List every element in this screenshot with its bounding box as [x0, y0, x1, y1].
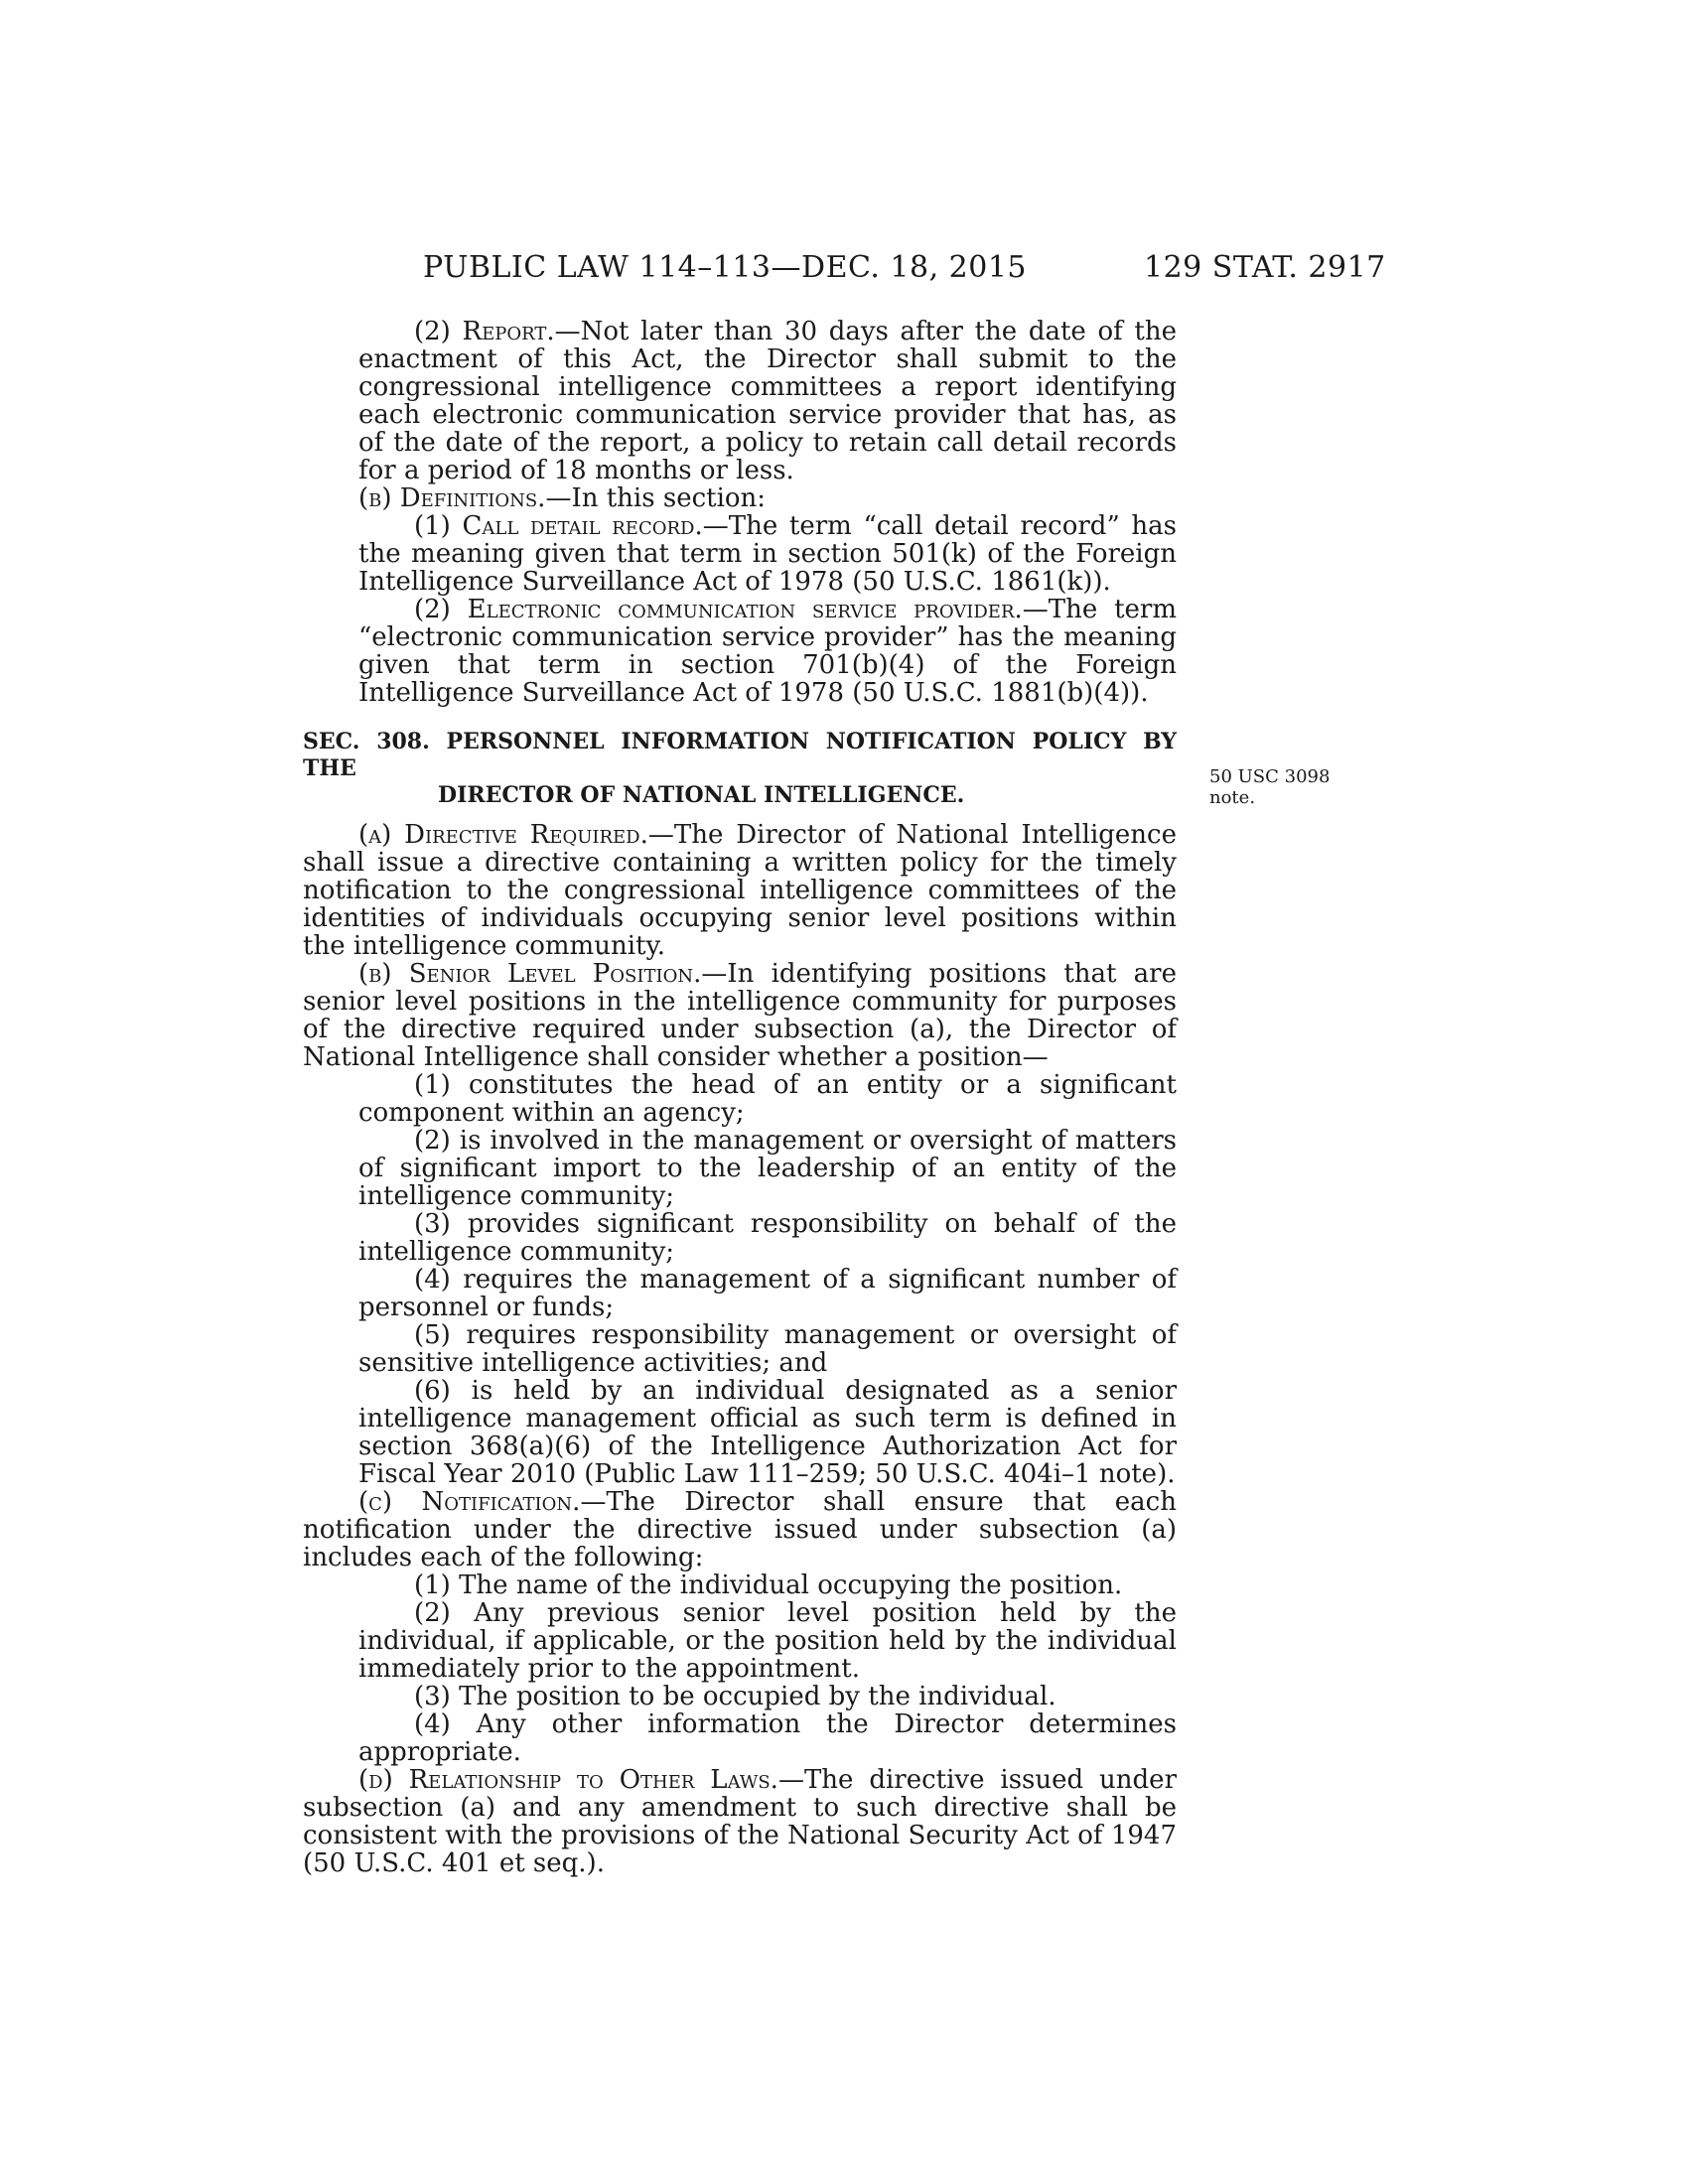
list-item: (3) The position to be occupied by the individual. — [414, 1682, 1056, 1711]
document-body — [303, 318, 1177, 1877]
paragraph-label: (b) Senior Level Position. — [358, 959, 702, 989]
list-item: (6) is held by an individual designated as a senior intelligence management official as such term is defined in section 368(a)(6) of the Intelligence Authorization Act for Fiscal Year 2010 (Public Law 111–259; 50 U.S.C. 404i–1 note). — [358, 1376, 1177, 1489]
list-item: (5) requires responsibility management or oversight of sensitive intelligence activities; and — [358, 1320, 1177, 1378]
paragraph-label: (2) Electronic communication service provider. — [414, 595, 1023, 624]
paragraph-label: (2) Report. — [414, 317, 555, 346]
paragraph-label: (c) Notification. — [358, 1487, 581, 1517]
paragraph-call-detail-record — [303, 512, 1177, 596]
section-heading — [303, 729, 1177, 809]
paragraph-label: (b) Definitions. — [358, 483, 546, 513]
paragraph-text: —In identifying positions that are senior level positions in the intelligence community for purposes of the directive required under subsection (a), the Director of National Intelligence shall consider whether a position— — [303, 959, 1177, 1072]
margin-note — [1209, 766, 1348, 808]
paragraph-definitions — [303, 484, 1177, 512]
paragraph-label: (a) Directive Required. — [358, 820, 648, 850]
paragraph-text: —The term “call detail record” has the meaning given that term in section 501(k) of the Foreign Intelligence Surveillance Act of 1978 (50 U.S.C. 1861(k)). — [358, 511, 1177, 597]
section-heading-line1: SEC. 308. PERSONNEL INFORMATION NOTIFICATION POLICY BY THE — [303, 729, 1177, 781]
paragraph-text: —The term “electronic communication service provider” has the meaning given that term in section 701(b)(4) of the Foreign Intelligence Surveillance Act of 1978 (50 U.S.C. 1881(b)(4)). — [358, 595, 1177, 708]
paragraph-label: (1) Call detail record. — [414, 511, 703, 541]
margin-note-line2: note. — [1209, 787, 1256, 808]
page-stat-citation: 129 STAT. 2917 — [1144, 250, 1386, 285]
paragraph-label: (d) Relationship to Other Laws. — [358, 1765, 778, 1795]
page-header — [0, 250, 1688, 290]
section-heading-line2: DIRECTOR OF NATIONAL INTELLIGENCE. — [438, 782, 965, 808]
margin-note-line1: 50 USC 3098 — [1209, 766, 1331, 787]
paragraph-report — [303, 318, 1177, 484]
paragraph-text: —In this section: — [545, 483, 767, 513]
page-running-title: PUBLIC LAW 114–113—DEC. 18, 2015 — [423, 250, 1028, 285]
list-item: (4) Any other information the Director determines appropriate. — [358, 1709, 1177, 1767]
list-item: (3) provides significant responsibility on behalf of the intelligence community; — [358, 1209, 1177, 1267]
paragraph-text: —The directive issued under subsection (a) and any amendment to such directive shall be consistent with the provisions of the National Security Act of 1947 (50 U.S.C. 401 et seq.). — [303, 1765, 1177, 1878]
paragraph-text: —The Director shall ensure that each notification under the directive issued under subsection (a) includes each of the following: — [303, 1487, 1177, 1572]
paragraph-directive-required — [303, 821, 1177, 960]
paragraph-ecsp — [303, 596, 1177, 707]
list-item: (2) Any previous senior level position held by the individual, if applicable, or the position held by the individual immediately prior to the appointment. — [358, 1598, 1177, 1684]
paragraph-text: —Not later than 30 days after the date of the enactment of this Act, the Director shall submit to the congressional intelligence committees a report identifying each electronic communication service provider that has, as of the date of the report, a policy to retain call detail records for a period of 18 months or less. — [358, 317, 1177, 485]
list-item: (1) constitutes the head of an entity or a significant component within an agency; — [358, 1070, 1177, 1128]
paragraph-relationship-to-other-laws — [303, 1766, 1177, 1877]
paragraph-text: —The Director of National Intelligence shall issue a directive containing a written policy for the timely notification to the congressional intelligence committees of the identities of individuals occupying senior level positions within the intelligence community. — [303, 820, 1177, 961]
list-item: (1) The name of the individual occupying the position. — [414, 1570, 1123, 1600]
list-item: (4) requires the management of a significant number of personnel or funds; — [358, 1265, 1177, 1322]
paragraph-notification — [303, 1488, 1177, 1571]
list-item: (2) is involved in the management or oversight of matters of significant import to the leadership of an entity of the intelligence community; — [358, 1126, 1177, 1211]
paragraph-senior-level-position — [303, 960, 1177, 1071]
